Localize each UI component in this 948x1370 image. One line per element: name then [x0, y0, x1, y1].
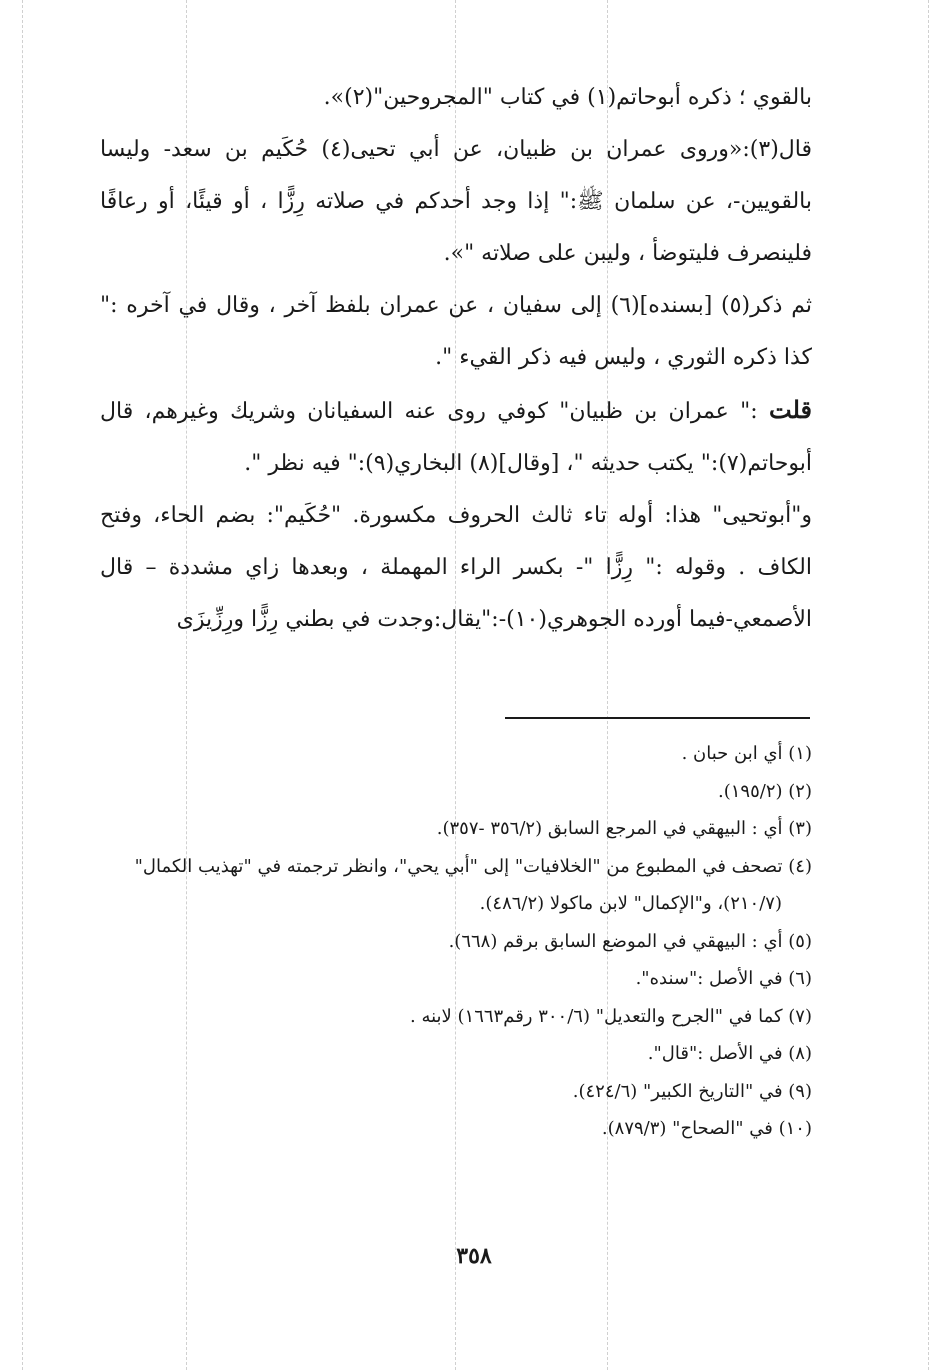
footnote-3: (٣) أي : البيهقي في المرجع السابق (٣٥٦/٢ -٣٥٧).: [436, 818, 812, 839]
paragraph-3: ثم ذكر(٥) [بسنده](٦) إلى سفيان ، عن عمران بلفظ آخر ، وقال في آخره :" كذا ذكره الثوري ، وليس فيه ذكر القيء ".: [100, 293, 813, 370]
footnote-1: (١) أي ابن حبان .: [681, 743, 812, 764]
qultu-label: قلت: [769, 395, 812, 424]
paragraph-5: و"أبوتحيى" هذا: أوله تاء ثالث الحروف مكسورة. "حُكَيم": بضم الحاء، وفتح الكاف . وقوله :" رِزًّا "- بكسر الراء المهملة ، وبعدها زاي مشددة – قال الأصمعي-فيما أورده الجوهري(١٠)-:"يقال:وجدت في بطني رِزًّا ورِزِّيزَى: [100, 503, 812, 632]
footnote-4-continued: (٢١٠/٧)، و"الإكمال" لابن ماكولا (٤٨٦/٢).: [479, 893, 782, 914]
footnote-separator: [505, 717, 810, 719]
footnote-9: (٩) في "التاريخ الكبير" (٤٢٤/٦).: [572, 1080, 812, 1102]
paragraph-1: بالقوي ؛ ذكره أبوحاتم(١) في كتاب "المجروحين"(٢)».: [323, 85, 812, 110]
scan-guide-line: [928, 0, 929, 1370]
footnote-4: (٤) تصحف في المطبوع من "الخلافيات" إلى "أبي يحي"، وانظر ترجمته في "تهذيب الكمال": [134, 855, 812, 877]
footnote-7: (٧) كما في "الجرح والتعديل" (٣٠٠/٦ رقم١٦٦٣) لابنه .: [410, 1005, 812, 1027]
footnote-6: (٦) في الأصل :"سنده".: [635, 968, 812, 989]
page-number: ٣٥٨: [456, 1243, 492, 1269]
main-text: [100, 72, 812, 646]
scan-guide-line: [22, 0, 23, 1370]
paragraph-4-text: :" عمران بن ظبيان" كوفي روى عنه السفيانان وشريك وغيرهم، قال أبوحاتم(٧):" يكتب حديثه "، [وقال](٨) البخاري(٩):" فيه نظر ".: [100, 399, 812, 476]
footnote-10: (١٠) في "الصحاح" (٨٧٩/٣).: [601, 1118, 812, 1139]
paragraph-4: [100, 384, 812, 490]
footnote-8: (٨) في الأصل :"قال".: [647, 1043, 812, 1064]
footnote-5: (٥) أي : البيهقي في الموضع السابق برقم (٦٦٨).: [448, 930, 812, 952]
footnotes: [100, 735, 812, 1148]
footnote-2: (٢) (١٩٥/٢).: [718, 780, 812, 802]
paragraph-2: قال(٣):«وروى عمران بن ظبيان، عن أبي تحيى(٤) حُكَيم بن سعد- وليسا بالقويين-، عن سلمان ﷺ:" إذا وجد أحدكم في صلاته رِزًّا ، أو قيئًا، أو رعافًا فلينصرف فليتوضأ ، وليبن على صلاته "».: [100, 137, 812, 266]
